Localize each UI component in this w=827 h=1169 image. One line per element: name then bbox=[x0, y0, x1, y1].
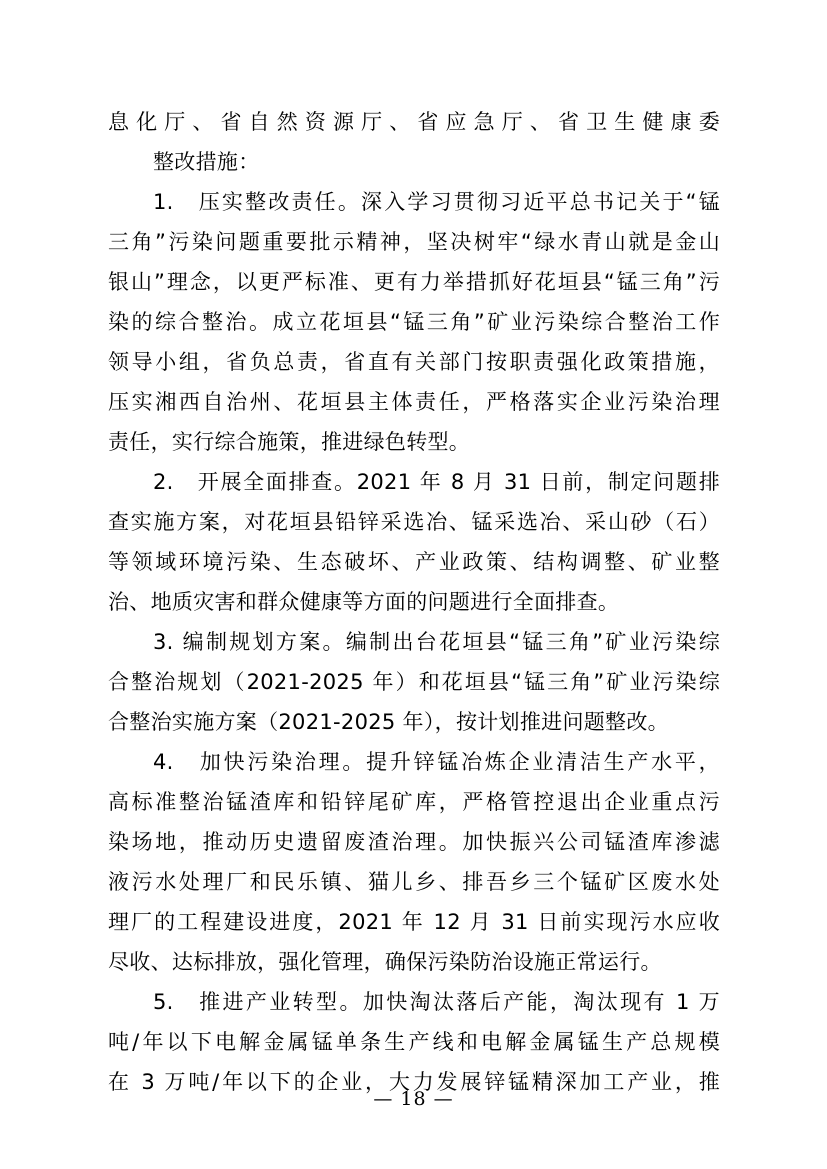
measure-4-line-2: 高标准整治锰渣库和铅锌尾矿库，严格管控退出企业重点污 bbox=[108, 790, 720, 814]
measure-4-line-4: 液污水处理厂和民乐镇、猫儿乡、排吾乡三个锰矿区废水处 bbox=[108, 870, 720, 894]
measure-4-line-3: 染场地，推动历史遗留废渣治理。加快振兴公司锰渣库渗滤 bbox=[108, 830, 720, 854]
measure-5-line-3: 在 3 万吨/年以下的企业，大力发展锌锰精深加工产业，推 bbox=[108, 1070, 720, 1094]
measure-1-line-1: 1. 压实整改责任。深入学习贯彻习近平总书记关于“锰 bbox=[153, 190, 720, 214]
measure-1-line-2: 三角”污染问题重要批示精神，坚决树牢“绿水青山就是金山 bbox=[108, 230, 720, 254]
measure-4-line-1: 4. 加快污染治理。提升锌锰冶炼企业清洁生产水平， bbox=[153, 750, 720, 774]
measure-1-line-5: 领导小组，省负总责，省直有关部门按职责强化政策措施， bbox=[108, 350, 720, 374]
measure-1-line-3: 银山”理念，以更严标准、更有力举措抓好花垣县“锰三角”污 bbox=[108, 270, 720, 294]
document-body bbox=[108, 102, 720, 1102]
measure-1-line-4: 染的综合整治。成立花垣县“锰三角”矿业污染综合整治工作 bbox=[108, 310, 720, 334]
measure-4-line-5: 理厂的工程建设进度，2021 年 12 月 31 日前实现污水应收 bbox=[108, 910, 720, 934]
page-number: — 18 — bbox=[373, 1088, 454, 1110]
measure-3-line-3: 合整治实施方案（2021-2025 年），按计划推进问题整改。 bbox=[108, 710, 669, 734]
measure-2-line-2: 查实施方案，对花垣县铅锌采选冶、锰采选冶、采山砂（石） bbox=[108, 510, 720, 534]
measure-1-line-6: 压实湘西自治州、花垣县主体责任，严格落实企业污染治理 bbox=[108, 390, 720, 414]
measure-2-line-3: 等领域环境污染、生态破坏、产业政策、结构调整、矿业整 bbox=[108, 550, 720, 574]
measure-5-line-1: 5. 推进产业转型。加快淘汰落后产能，淘汰现有 1 万 bbox=[153, 990, 720, 1014]
measure-1-line-7: 责任，实行综合施策，推进绿色转型。 bbox=[108, 430, 471, 454]
measure-4-line-6: 尽收、达标排放，强化管理，确保污染防治设施正常运行。 bbox=[108, 950, 662, 974]
measure-3-line-1: 3. 编制规划方案。编制出台花垣县“锰三角”矿业污染综 bbox=[153, 630, 720, 654]
measure-2-line-4: 治、地质灾害和群众健康等方面的问题进行全面排查。 bbox=[108, 590, 620, 614]
measure-5-line-2: 吨/年以下电解金属锰单条生产线和电解金属锰生产总规模 bbox=[108, 1030, 720, 1054]
measure-2-line-1: 2. 开展全面排查。2021 年 8 月 31 日前，制定问题排 bbox=[153, 470, 720, 494]
text-line-1: 息化厅、省自然资源厅、省应急厅、省卫生健康委 bbox=[108, 110, 720, 134]
section-heading-rectification-measures: 整改措施： bbox=[153, 150, 260, 174]
measure-3-line-2: 合整治规划（2021-2025 年）和花垣县“锰三角”矿业污染综 bbox=[108, 670, 720, 694]
